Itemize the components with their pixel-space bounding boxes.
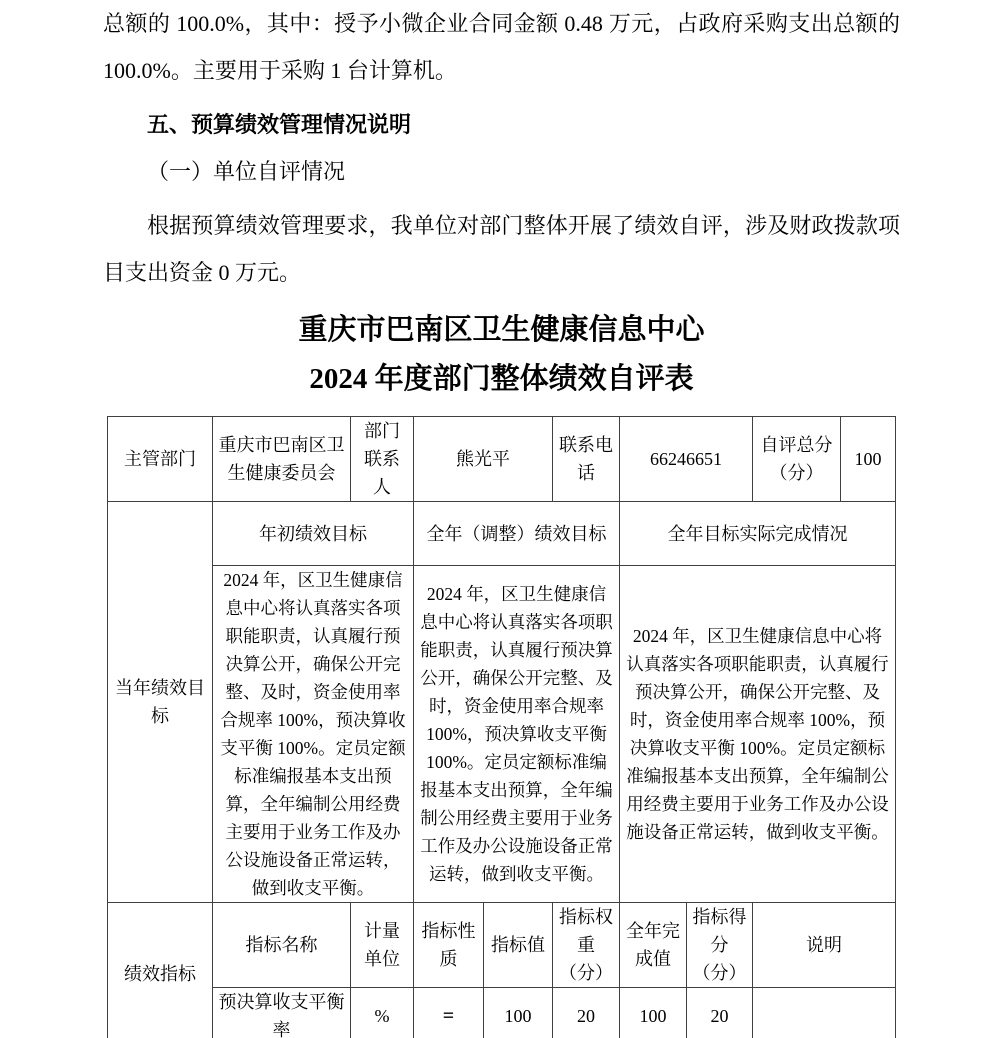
performance-self-eval-table: [107, 416, 896, 1038]
indicator-nature-header-cell: 指标性质: [414, 903, 484, 988]
table-title-line2: 2024 年度部门整体绩效自评表: [309, 363, 694, 395]
indicator-header-row: [108, 903, 896, 988]
score-value-cell: 100: [841, 417, 896, 502]
dept-value-cell: 重庆市巴南区卫生健康委员会: [213, 417, 351, 502]
goal-adjusted-text-cell: 2024 年，区卫生健康信息中心将认真落实各项职能职责，认真履行预决算公开，确保公开完整、及时，资金使用率合规率 100%，预决算收支平衡 100%。定员定额标准编报基本支出预算，全年编制公用经费主要用于业务工作及办公设施设备正常运转，做到收支平衡。: [414, 566, 620, 903]
indicator-score-cell: 20: [687, 988, 753, 1038]
subsection-heading: （一）单位自评情况: [147, 159, 346, 184]
indicator-unit-header-cell: 计量单位: [351, 903, 414, 988]
indicator-unit-cell: %: [351, 988, 414, 1038]
dept-label-cell: 主管部门: [108, 417, 213, 502]
score-label-cell: 自评总分（分）: [753, 417, 841, 502]
section-heading: 五、预算绩效管理情况说明: [147, 112, 412, 137]
goal-initial-header-cell: 年初绩效目标: [213, 502, 414, 566]
indicator-data-row: [108, 988, 896, 1038]
header-info-row: [108, 417, 896, 502]
goal-actual-text-cell: 2024 年，区卫生健康信息中心将认真落实各项职能职责，认真履行预决算公开，确保公开完整、及时，资金使用率合规率 100%，预决算收支平衡 100%。定员定额标准编报基本支出预算，全年编制公用经费主要用于业务工作及办公设施设备正常运转，做到收支平衡。: [620, 566, 896, 903]
goal-actual-header-cell: 全年目标实际完成情况: [620, 502, 896, 566]
indicator-weight-header-cell: 指标权重（分）: [553, 903, 620, 988]
self-eval-paragraph: 根据预算绩效管理要求，我单位对部门整体开展了绩效自评，涉及财政拨款项目支出资金 0 万元。: [103, 213, 900, 285]
contact-value-cell: 熊光平: [414, 417, 553, 502]
indicator-name-header-cell: 指标名称: [213, 903, 351, 988]
goal-adjusted-header-cell: 全年（调整）绩效目标: [414, 502, 620, 566]
indicator-value-header-cell: 指标值: [484, 903, 553, 988]
goal-text-row: [108, 566, 896, 903]
indicator-row-label-cell: 绩效指标: [108, 903, 213, 1038]
indicator-actual-header-cell: 全年完成值: [620, 903, 687, 988]
indicator-note-cell: [753, 988, 896, 1038]
indicator-note-header-cell: 说明: [753, 903, 896, 988]
goal-initial-text-cell: 2024 年，区卫生健康信息中心将认真落实各项职能职责，认真履行预决算公开，确保公开完整、及时，资金使用率合规率 100%，预决算收支平衡 100%。定员定额标准编报基本支出预算，全年编制公用经费主要用于业务工作及办公设施设备正常运转，做到收支平衡。: [213, 566, 414, 903]
goal-header-row: [108, 502, 896, 566]
indicator-actual-cell: 100: [620, 988, 687, 1038]
indicator-score-header-cell: 指标得分（分）: [687, 903, 753, 988]
indicator-weight-cell: 20: [553, 988, 620, 1038]
goal-row-label-cell: 当年绩效目标: [108, 502, 213, 903]
indicator-target-cell: 100: [484, 988, 553, 1038]
intro-paragraph: 总额的 100.0%，其中：授予小微企业合同金额 0.48 万元，占政府采购支出总额的 100.0%。主要用于采购 1 台计算机。: [103, 11, 900, 83]
indicator-nature-cell: =: [414, 988, 484, 1038]
indicator-name-cell: 预决算收支平衡率: [213, 988, 351, 1038]
phone-value-cell: 66246651: [620, 417, 753, 502]
contact-label-cell: 部门联系人: [351, 417, 414, 502]
phone-label-cell: 联系电话: [553, 417, 620, 502]
table-title-line1: 重庆市巴南区卫生健康信息中心: [298, 314, 705, 346]
